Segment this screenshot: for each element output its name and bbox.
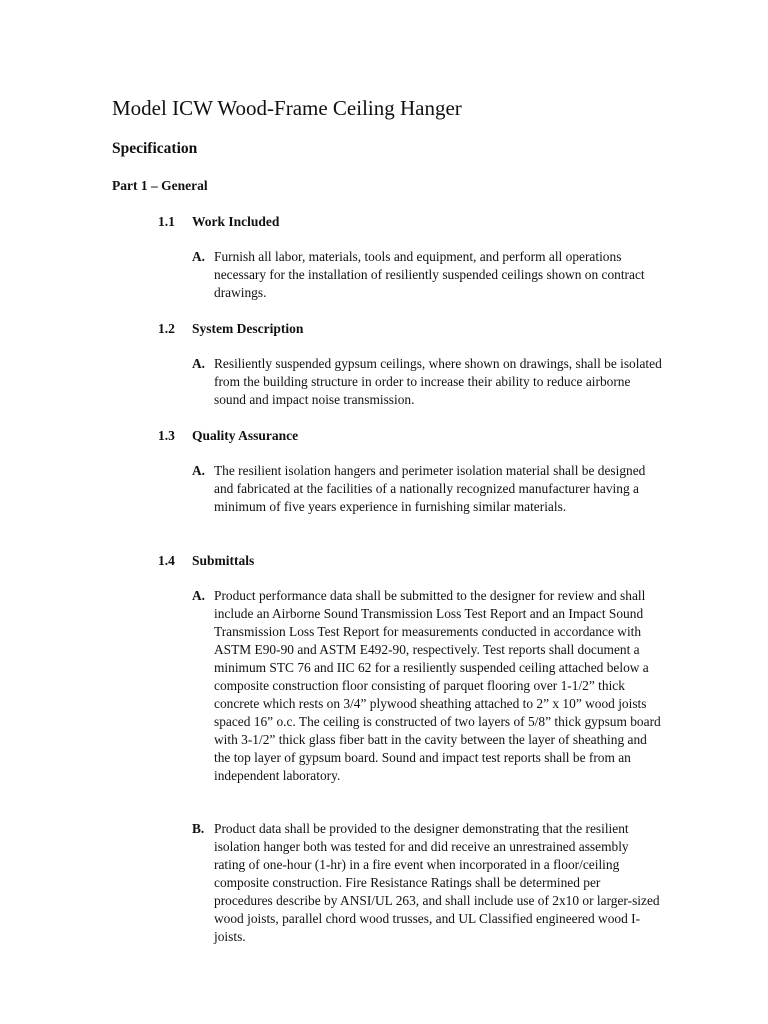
list-item bbox=[192, 587, 662, 785]
section-title: Work Included bbox=[192, 214, 280, 229]
list-item bbox=[192, 820, 662, 946]
item-text: Resiliently suspended gypsum ceilings, where shown on drawings, shall be isolated from the building structure in order to increase their ability to reduce airborne sound and impact noise transmission. bbox=[214, 356, 662, 407]
section-number: 1.1 bbox=[158, 214, 175, 229]
document-title: Model ICW Wood-Frame Ceiling Hanger bbox=[112, 96, 462, 120]
specification-heading: Specification bbox=[112, 140, 198, 157]
section-title: Submittals bbox=[192, 553, 255, 568]
item-letter: A. bbox=[192, 249, 206, 264]
item-text: Product performance data shall be submitted to the designer for review and shall include an Airborne Sound Transmission Loss Test Report and an Impact Sound Transmission Loss Test Report for measurements conducted in accordance with ASTM E90-90 and ASTM E492-90, respectively. Test reports shall document a minimum STC 76 and IIC 62 for a resiliently suspended ceiling attached below a composite construction floor consisting of parquet flooring over 1-1/2” thick concrete which rests on 3/4” plywood sheathing attached to 2” x 10” wood joists spaced 16” o.c. The ceiling is constructed of two layers of 5/8” thick gypsum board with 3-1/2” thick glass fiber batt in the cavity between the layer of sheathing and the top layer of gypsum board. Sound and impact test reports shall be from an independent laboratory. bbox=[214, 588, 661, 783]
section-number: 1.2 bbox=[158, 321, 175, 336]
item-letter: A. bbox=[192, 588, 206, 603]
section-number: 1.3 bbox=[158, 428, 175, 443]
item-text: Product data shall be provided to the designer demonstrating that the resilient isolation hanger both was tested for and did receive an unrestrained assembly rating of one-hour (1-hr) in a fire event when incorporated in a floor/ceiling composite construction. Fire Resistance Ratings shall be determined per procedures describe by ANSI/UL 263, and shall include use of 2x10 or larger-sized wood joists, parallel chord wood trusses, and UL Classified engineered wood I-joists. bbox=[214, 821, 660, 944]
section-heading-work-included bbox=[158, 212, 279, 231]
item-letter: B. bbox=[192, 821, 205, 836]
item-text: Furnish all labor, materials, tools and equipment, and perform all operations necessary for the installation of resiliently suspended ceilings shown on contract drawings. bbox=[214, 249, 645, 300]
item-letter: A. bbox=[192, 463, 206, 478]
section-title: Quality Assurance bbox=[192, 428, 299, 443]
section-heading-system-description bbox=[158, 319, 303, 338]
list-item bbox=[192, 355, 662, 409]
section-heading-submittals bbox=[158, 551, 254, 570]
list-item bbox=[192, 248, 662, 302]
part-heading: Part 1 – General bbox=[112, 178, 208, 193]
section-number: 1.4 bbox=[158, 553, 175, 568]
section-title: System Description bbox=[192, 321, 304, 336]
section-heading-quality-assurance bbox=[158, 426, 298, 445]
list-item bbox=[192, 462, 662, 516]
item-letter: A. bbox=[192, 356, 206, 371]
item-text: The resilient isolation hangers and perimeter isolation material shall be designed and fabricated at the facilities of a nationally recognized manufacturer having a minimum of five years experience in furnishing similar materials. bbox=[214, 463, 646, 514]
